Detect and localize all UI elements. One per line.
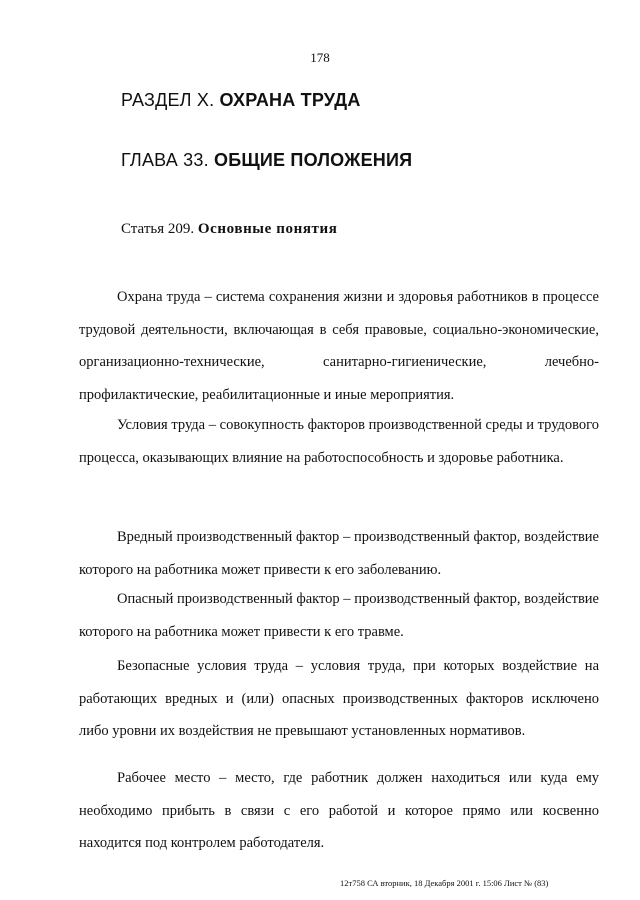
paragraph-dangerous-factor [79,583,599,648]
paragraph-workplace [79,762,599,860]
footer-print-info: 12т758 СА вторник, 18 Декабря 2001 г. 15:06 Лист № (83) [340,878,549,888]
paragraph-text: Вредный производственный фактор – производственный фактор, воздействие которого на работника может привести к его заболеванию. [79,529,599,578]
chapter-title: ОБЩИЕ ПОЛОЖЕНИЯ [214,150,413,170]
paragraph-text: Опасный производственный фактор – производственный фактор, воздействие которого на работника может привести к его травме. [79,591,599,640]
paragraph-text: Рабочее место – место, где работник должен находиться или куда ему необходимо прибыть в связи с его работой и которое прямо или косвенно находится под контролем работодателя. [79,770,599,851]
article-title: Основные понятия [197,221,338,237]
paragraph-harmful-factor [79,521,599,586]
paragraph-text: Охрана труда – система сохранения жизни и здоровья работников в процессе трудовой деятельности, включающая в себя правовые, социально-экономические, организационно-технические, санитарно-гигиенические, лечебно-профилактические, реабилитационные и иные мероприятия. [79,289,599,403]
section-title: ОХРАНА ТРУДА [219,90,361,110]
section-heading [121,90,361,111]
section-prefix: РАЗДЕЛ X. [121,90,215,110]
chapter-heading [121,150,412,171]
page-number: 178 [310,50,330,65]
paragraph-working-conditions [79,409,599,474]
paragraph-safe-conditions [79,650,599,748]
chapter-prefix: ГЛАВА 33. [121,150,209,170]
article-heading [121,221,337,238]
paragraph-text: Условия труда – совокупность факторов производственной среды и трудового процесса, оказывающих влияние на работоспособность и здоровье работника. [79,417,599,466]
paragraph-labor-protection [79,281,599,411]
paragraph-text: Безопасные условия труда – условия труда, при которых воздействие на работающих вредных и (или) опасных производственных факторов исключено либо уровни их воздействия не превышают установленных нормативов. [79,658,599,739]
article-prefix: Статья 209. [121,221,195,237]
